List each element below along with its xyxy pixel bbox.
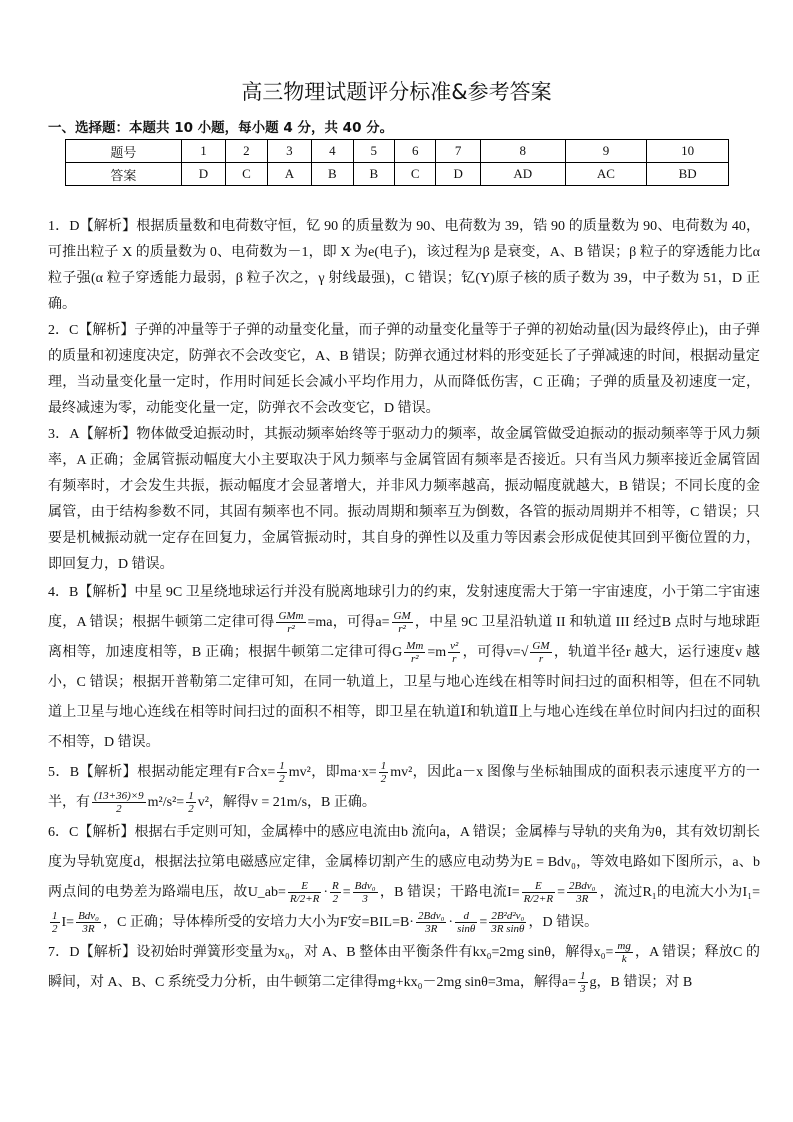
text-segment: = <box>479 915 488 930</box>
answer-cell: AD <box>480 163 565 186</box>
denominator: r <box>452 653 457 666</box>
explanation-paragraph <box>48 578 760 758</box>
fraction <box>416 910 446 935</box>
numerator: GM <box>393 610 411 623</box>
question-number-cell: 1 <box>181 140 226 163</box>
numerator: R <box>332 880 339 893</box>
text-segment: ，D 错误。 <box>528 915 599 930</box>
numerator: mg <box>617 940 631 953</box>
explanation-paragraph <box>48 818 760 938</box>
table-row-answers <box>66 163 729 186</box>
fraction <box>288 880 321 905</box>
fraction <box>530 640 551 665</box>
text-segment: mv²，因此a－x 图像与坐标轴围成的面积表示速度平方的一半，有 <box>48 765 760 810</box>
explanation-paragraph <box>48 758 760 818</box>
fraction <box>615 940 632 965</box>
denominator: 2 <box>380 773 387 786</box>
numerator: GM <box>532 640 550 653</box>
denominator: 3R <box>576 893 589 906</box>
fraction <box>448 640 460 665</box>
text-segment: g，B 错误；对 B <box>589 975 693 990</box>
text-segment: 5．B【解析】根据动能定理有F合x= <box>48 765 276 780</box>
numerator: E <box>522 880 555 893</box>
text-segment: 6．C【解析】根据右手定则可知，金属棒中的感应电流由b 流向a，A 错误；金属棒与导轨的夹角为θ，其有效切割长度为导轨宽度d，根据法拉第电磁感应定律，金属棒切割产生的感应电动势为E = Bdv₀，等效电路如下图所示，a、b 两点间的电势差为路端电压，故U_ab= <box>48 825 760 900</box>
denominator: 3R <box>425 923 438 936</box>
numerator: 2Bdv₀ <box>568 880 596 893</box>
numerator: Bdv₀ <box>78 910 99 923</box>
denominator: sinθ <box>457 923 476 936</box>
denominator: 3 <box>362 893 368 906</box>
explanation-paragraph <box>48 938 760 998</box>
fraction <box>404 640 425 665</box>
explanation-paragraph <box>48 214 760 318</box>
numerator: v² <box>450 640 459 653</box>
answer-cell: B <box>353 163 394 186</box>
numerator: 1 <box>52 910 58 923</box>
text-segment: · <box>448 915 454 930</box>
denominator: 2 <box>279 773 285 786</box>
fraction <box>489 910 526 935</box>
fraction <box>50 910 60 935</box>
numerator: (13+36)×9 <box>94 790 144 803</box>
denominator: 2 <box>188 803 194 816</box>
fraction <box>522 880 555 905</box>
denominator: 3 <box>580 983 586 996</box>
denominator: R/2+R <box>523 893 554 906</box>
question-number-cell: 6 <box>394 140 435 163</box>
text-segment: v²，解得v = 21m/s，B 正确。 <box>197 795 376 810</box>
text-segment: ，中星 9C 卫星沿轨道 II 和轨道 III 经过B 点时与地球距离相等，加速度相等，B 正确；根据牛顿第二定律可得G <box>48 615 760 660</box>
text-segment: ，轨道半径r 越大，运行速度v 越小，C 错误；根据开普勒第二定律可知，在同一轨道上，卫星与地心连线在相等时间扫过的面积相等，但在不同轨道上卫星与地心连线在相等时间扫过的面积不相等，即卫星在轨道Ⅰ和轨道Ⅱ上与地心连线在单位时间内扫过的面积不相等，D 错误。 <box>48 645 760 750</box>
fraction <box>578 970 588 995</box>
text-segment: ，A 错误；释放C 的瞬间，对 A、B、C 系统受力分析，由牛顿第二定律得mg+kx₀－2mg sinθ=3ma，解得a= <box>48 945 760 990</box>
row-label: 题号 <box>66 140 182 163</box>
numerator: 1 <box>380 760 387 773</box>
question-number-cell: 8 <box>480 140 565 163</box>
numerator: 1 <box>580 970 586 983</box>
question-number-cell: 9 <box>565 140 647 163</box>
numerator: GMm <box>278 610 304 623</box>
fraction <box>186 790 196 815</box>
question-number-cell: 3 <box>267 140 312 163</box>
question-number-cell: 7 <box>436 140 481 163</box>
numerator: 1 <box>188 790 194 803</box>
answer-cell: B <box>312 163 353 186</box>
numerator: 2Bdv₀ <box>417 910 445 923</box>
text-segment: mv²，即ma·x= <box>288 765 377 780</box>
answer-cell: D <box>181 163 226 186</box>
answer-cell: AC <box>565 163 647 186</box>
fraction <box>276 610 305 635</box>
fraction <box>353 880 378 905</box>
fraction <box>379 760 389 785</box>
text-segment: · <box>323 885 329 900</box>
denominator: r² <box>410 653 419 666</box>
text-segment: m²/s²= <box>147 795 185 810</box>
denominator: 2 <box>116 803 122 816</box>
fraction <box>567 880 597 905</box>
answer-cell: A <box>267 163 312 186</box>
text-segment: 2．C【解析】子弹的冲量等于子弹的动量变化量，而子弹的动量变化量等于子弹的初始动量(因为最终停止)，由子弹的质量和初速度决定，防弹衣不会改变它，A、B 错误；防弹衣通过材料的形变延长了子弹减速的时间，根据动量定理，当动量变化量一定时，作用时间延长会减小平均作用力，从而降低伤害，C 正确；子弹的质量及初速度一定，最终减速为零，动能变化量一定，防弹衣不会改变它，D 错误。 <box>48 323 760 416</box>
numerator: Bdv₀ <box>354 880 376 893</box>
numerator: 1 <box>279 760 285 773</box>
explanation-paragraph <box>48 422 760 578</box>
question-number-cell: 4 <box>312 140 353 163</box>
answer-cell: C <box>394 163 435 186</box>
denominator: 2 <box>52 923 58 936</box>
denominator: r² <box>398 623 406 636</box>
answer-cell: BD <box>647 163 729 186</box>
explanations <box>48 214 760 998</box>
denominator: 3R sinθ <box>491 923 525 936</box>
numerator: d <box>455 910 477 923</box>
text-segment: ，流过R₁的电流大小为I₁= <box>599 885 760 900</box>
table-row-numbers <box>66 140 729 163</box>
numerator: 2B²d²v₀ <box>489 910 526 923</box>
numerator: Mm <box>406 640 424 653</box>
fraction <box>330 880 341 905</box>
text-segment: = <box>557 885 565 900</box>
denominator: 3R <box>82 923 95 936</box>
denominator: r² <box>287 623 295 636</box>
row-label: 答案 <box>66 163 182 186</box>
text-segment: ，B 错误；干路电流I= <box>379 885 520 900</box>
question-number-cell: 10 <box>647 140 729 163</box>
text-segment: =ma，可得a= <box>307 615 390 630</box>
text-segment: I= <box>61 915 75 930</box>
numerator: E <box>288 880 321 893</box>
explanation-paragraph <box>48 318 760 422</box>
question-number-cell: 5 <box>353 140 394 163</box>
section-heading: 一、选择题：本题共 10 小题，每小题 4 分，共 40 分。 <box>48 120 394 136</box>
text-segment: 7．D【解析】设初始时弹簧形变量为x₀，对 A、B 整体由平衡条件有kx₀=2mg sinθ，解得x₀= <box>48 945 614 960</box>
page-title: 高三物理试题评分标准&参考答案 <box>241 80 552 104</box>
answer-cell: C <box>226 163 267 186</box>
text-segment: = <box>342 885 351 900</box>
fraction <box>76 910 101 935</box>
fraction <box>277 760 287 785</box>
denominator: 2 <box>332 893 339 906</box>
answer-cell: D <box>436 163 481 186</box>
fraction <box>455 910 477 935</box>
text-segment: 1．D【解析】根据质量数和电荷数守恒，钇 90 的质量数为 90、电荷数为 39，锆 90 的质量数为 90、电荷数为 40，可推出粒子 X 的质量数为 0、电荷数为－1，即 X 为e(电子)，该过程为β 是衰变，A、B 错误；β 粒子的穿透能力比α 粒子强(α 粒子穿透能力最弱，β 粒子次之，γ 射线最强)，C 错误；钇(Y)原子核的质子数为 39，中子数为 51，D 正确。 <box>48 219 760 312</box>
question-number-cell: 2 <box>226 140 267 163</box>
text-segment: 3．A【解析】物体做受迫振动时，其振动频率始终等于驱动力的频率，故金属管做受迫振动的振动频率等于风力频率，A 正确；金属管振动幅度大小主要取决于风力频率与金属管固有频率是否接近。只有当风力频率接近金属管固有频率时，才会发生共振，振动幅度才会显著增大，并非风力频率越高，振动幅度就越大，B 错误；不同长度的金属管，由于结构参数不同，其固有频率也不同。振动周期和频率互为倒数，各管的振动周期并不相等，C 错误；只要是机械振动就一定存在回复力，金属管振动时，其自身的弹性以及重力等因素会形成促使其回到平衡位置的力，即回复力，D 错误。 <box>48 427 760 572</box>
denominator: R/2+R <box>289 893 320 906</box>
text-segment: =m <box>427 645 447 660</box>
denominator: k <box>621 953 627 966</box>
fraction <box>392 610 413 635</box>
text-segment: 4．B【解析】中星 9C 卫星绕地球运行并没有脱离地球引力的约束，发射速度需大于第一宇宙速度，小于第二宇宙速度，A 错误；根据牛顿第二定律可得 <box>48 585 760 630</box>
text-segment: ，可得v=√ <box>462 645 529 660</box>
text-segment: ，C 正确；导体棒所受的安培力大小为F安=BIL=B· <box>103 915 414 930</box>
fraction <box>92 790 146 815</box>
denominator: r <box>538 653 544 666</box>
answer-table <box>65 139 729 186</box>
